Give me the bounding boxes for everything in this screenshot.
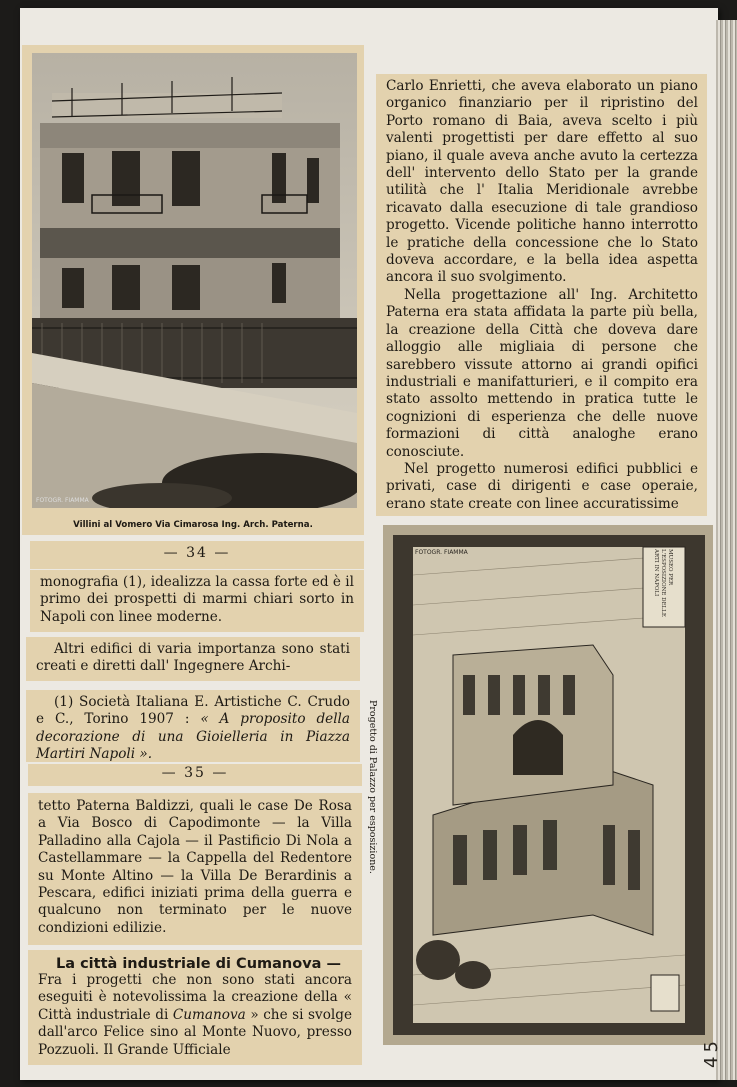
paragraph-tetto-paterna: tetto Paterna Baldizzi, quali le case De Rosa a Via Bosco di Capodimonte — la Villa Palladino alla Cajola — il Pastificio Di Nola a Castellammare — la Cappella del Redentore su Monte Altino — la Villa De Berardinis a Pescara, edifici iniziati prima della guerra e qualcuno non terminato per le nuove condizioni edilizie. [38, 798, 352, 936]
paragraph-enrietti: Carlo Enrietti, che aveva elaborato un piano organico finanziario per il ripristino del Porto romano di Baia, aveva scelto i più valenti progettisti per dare effetto al suo piano, il quale aveva anche avuto la certezza dell' intervento dello Stato per la grande utilità che l' Italia Meridionale avrebbe ricavato dalla esecuzione di tale grandioso progetto. Vicende politiche hanno interrotto le pratiche della concessione che lo Stato doveva accordare, e la bella idea aspetta ancora il suo svolgimento. [386, 78, 698, 286]
drawing-banner-text: MUSEO PER L'ESPOSIZIONE DELLE ARTI IN NAPOLI [653, 549, 673, 617]
cumanova-text-b: » che si svolge dall'arco Felice sino al Monte Nuovo, presso Pozzuoli. Il Grande Ufficiale [38, 1006, 352, 1058]
footnote-clipping [26, 690, 360, 762]
heading-cumanova: La città industriale di Cumanova — [56, 956, 341, 972]
page-number-34: — 34 — [163, 545, 231, 561]
right-text-clipping [376, 74, 707, 516]
sheet-number: 45 [701, 1037, 722, 1068]
cumanova-italic: Cumanova [172, 1006, 246, 1023]
paragraph-altri-edifici: Altri edifici di varia importanza sono stati creati e diretti dall' Ingegnere Archi- [36, 641, 350, 675]
tetto-paterna-clipping [28, 793, 362, 945]
altri-edifici-clipping [26, 637, 360, 681]
villini-photo [32, 53, 357, 508]
drawing-clipping-palazzo [383, 525, 713, 1045]
page-number-34-clipping [30, 541, 364, 569]
drawing-vertical-caption: Progetto di Palazzo per esposizione. [367, 700, 378, 874]
page-stack-edge [716, 20, 737, 1080]
paragraph-cumanova [38, 972, 352, 1059]
photo-clipping-villini [22, 45, 364, 535]
palazzo-drawing [393, 535, 705, 1035]
monografia-clipping [30, 570, 364, 632]
cumanova-clipping [28, 950, 362, 1065]
paragraph-progetto: Nel progetto numerosi edifici pubblici e privati, case di dirigenti e case operaie, erano state create con linee accuratissime [386, 460, 698, 512]
paragraph-monografia: monografia (1), idealizza la cassa forte ed è il primo dei prospetti di marmi chiari sorto in Napoli con linee moderne. [40, 574, 354, 625]
footnote [36, 694, 350, 764]
villa-illustration [32, 53, 357, 508]
paragraph-progettazione: Nella progettazione all' Ing. Architetto Paterna era stata affidata la parte più bella, la creazione della Città che doveva dare alloggio alle migliaia di persone che sarebbero vissute attorno ai grandi opifici industriali e manifatturieri, e il compito era stato assolto mettendo in pratica tutte le cognizioni di esperienza che delle nuove formazioni di città analoghe erano conosciute. [386, 286, 698, 460]
photo-caption: Villini al Vomero Via Cimarosa Ing. Arch. Paterna. [73, 520, 313, 530]
photographer-signature: FOTOGR. FIAMMA [36, 497, 89, 504]
page-number-35-clipping [28, 764, 362, 786]
page-number-35: — 35 — [161, 765, 229, 781]
footnote-reference: (1) Società Italiana E. Artistiche C. Crudo e C., Torino 1907 : [36, 694, 350, 728]
drawing-signature: FOTOGR. FIAMMA [415, 549, 468, 556]
cumanova-text-a: Fra i progetti che non sono stati ancora eseguiti è notevolissima la creazione della « Città industriale di [38, 972, 352, 1023]
footnote-title: « A proposito della decorazione di una Gioielleria in Piazza Martiri Napoli ». [36, 711, 350, 763]
